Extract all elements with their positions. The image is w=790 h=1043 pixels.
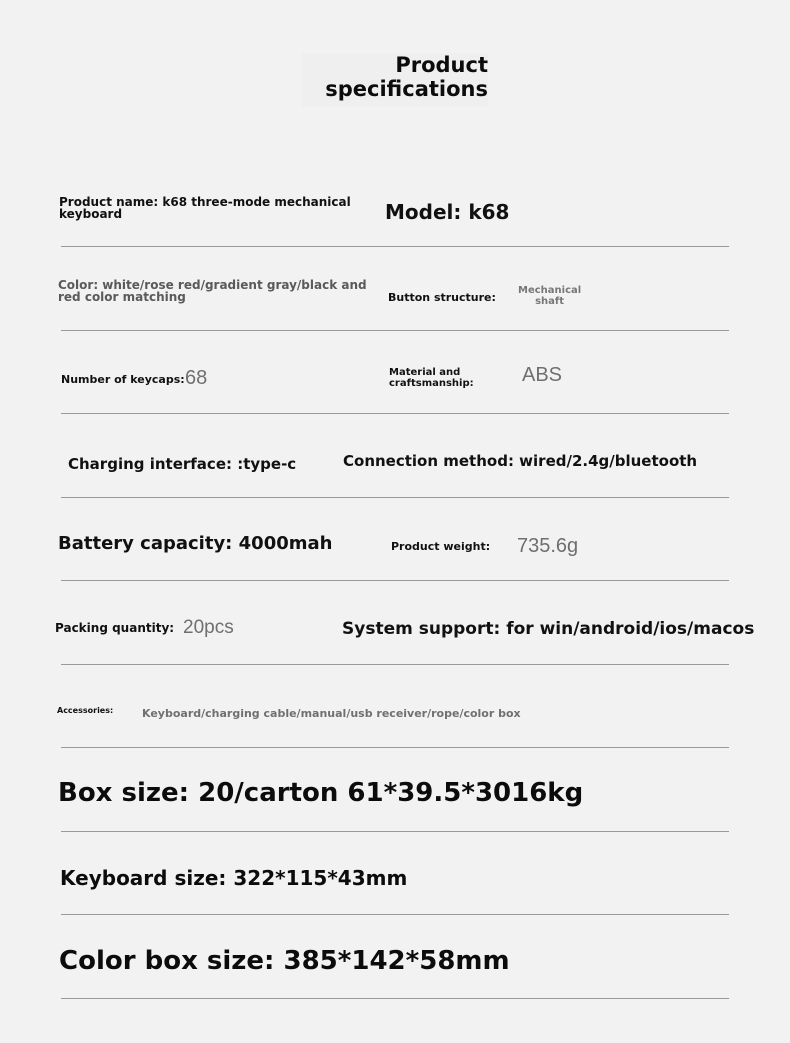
page-title — [302, 53, 488, 107]
spec-battery-capacity: Battery capacity: 4000mah — [58, 533, 333, 554]
spec-keyboard-size: Keyboard size: 322*115*43mm — [60, 866, 408, 890]
spec-color-box-size: Color box size: 385*142*58mm — [59, 946, 510, 976]
spec-button-structure-label: Button structure: — [388, 291, 496, 304]
spec-keycaps-value: 68 — [185, 367, 208, 389]
divider — [61, 413, 729, 414]
divider — [61, 497, 729, 498]
spec-material-label-line2: craftsmanship: — [389, 378, 474, 389]
spec-weight-label: Product weight: — [391, 540, 491, 553]
spec-weight-value: 735.6g — [517, 535, 579, 557]
spec-charging-interface: Charging interface: :type-c — [68, 455, 297, 473]
divider — [61, 330, 729, 331]
page-title-line1: Product — [395, 53, 488, 77]
spec-material-label-line1: Material and — [389, 367, 461, 378]
divider — [61, 664, 729, 665]
spec-system-support: System support: for win/android/ios/macos — [342, 619, 755, 639]
spec-product-name-line1: Product name: k68 three-mode mechanical — [59, 195, 351, 209]
page-title-line2: specifications — [325, 77, 488, 101]
spec-color-line2: red color matching — [58, 290, 186, 304]
spec-button-structure-value-line2: shaft — [535, 296, 565, 307]
divider — [61, 998, 729, 999]
divider — [61, 747, 729, 748]
spec-button-structure-value — [518, 285, 581, 307]
spec-color-line1: Color: white/rose red/gradient gray/black and — [58, 278, 367, 292]
divider — [61, 914, 729, 915]
divider — [61, 580, 729, 581]
spec-accessories-label: Accessories: — [57, 706, 114, 715]
spec-packing-value: 20pcs — [183, 617, 234, 638]
spec-keycaps-label: Number of keycaps: — [61, 373, 185, 386]
spec-product-name — [59, 196, 351, 220]
spec-color — [58, 279, 367, 303]
spec-material-label — [389, 367, 474, 389]
spec-model: Model: k68 — [385, 200, 510, 224]
divider — [61, 246, 729, 247]
spec-product-name-line2: keyboard — [59, 207, 123, 221]
spec-material-value: ABS — [522, 364, 563, 386]
spec-packing-label: Packing quantity: — [55, 621, 175, 635]
spec-box-size: Box size: 20/carton 61*39.5*3016kg — [58, 778, 584, 808]
spec-connection-method: Connection method: wired/2.4g/bluetooth — [343, 452, 698, 470]
divider — [61, 831, 729, 832]
spec-button-structure-value-line1: Mechanical — [518, 285, 582, 296]
spec-accessories-value: Keyboard/charging cable/manual/usb receiver/rope/color box — [142, 707, 521, 720]
